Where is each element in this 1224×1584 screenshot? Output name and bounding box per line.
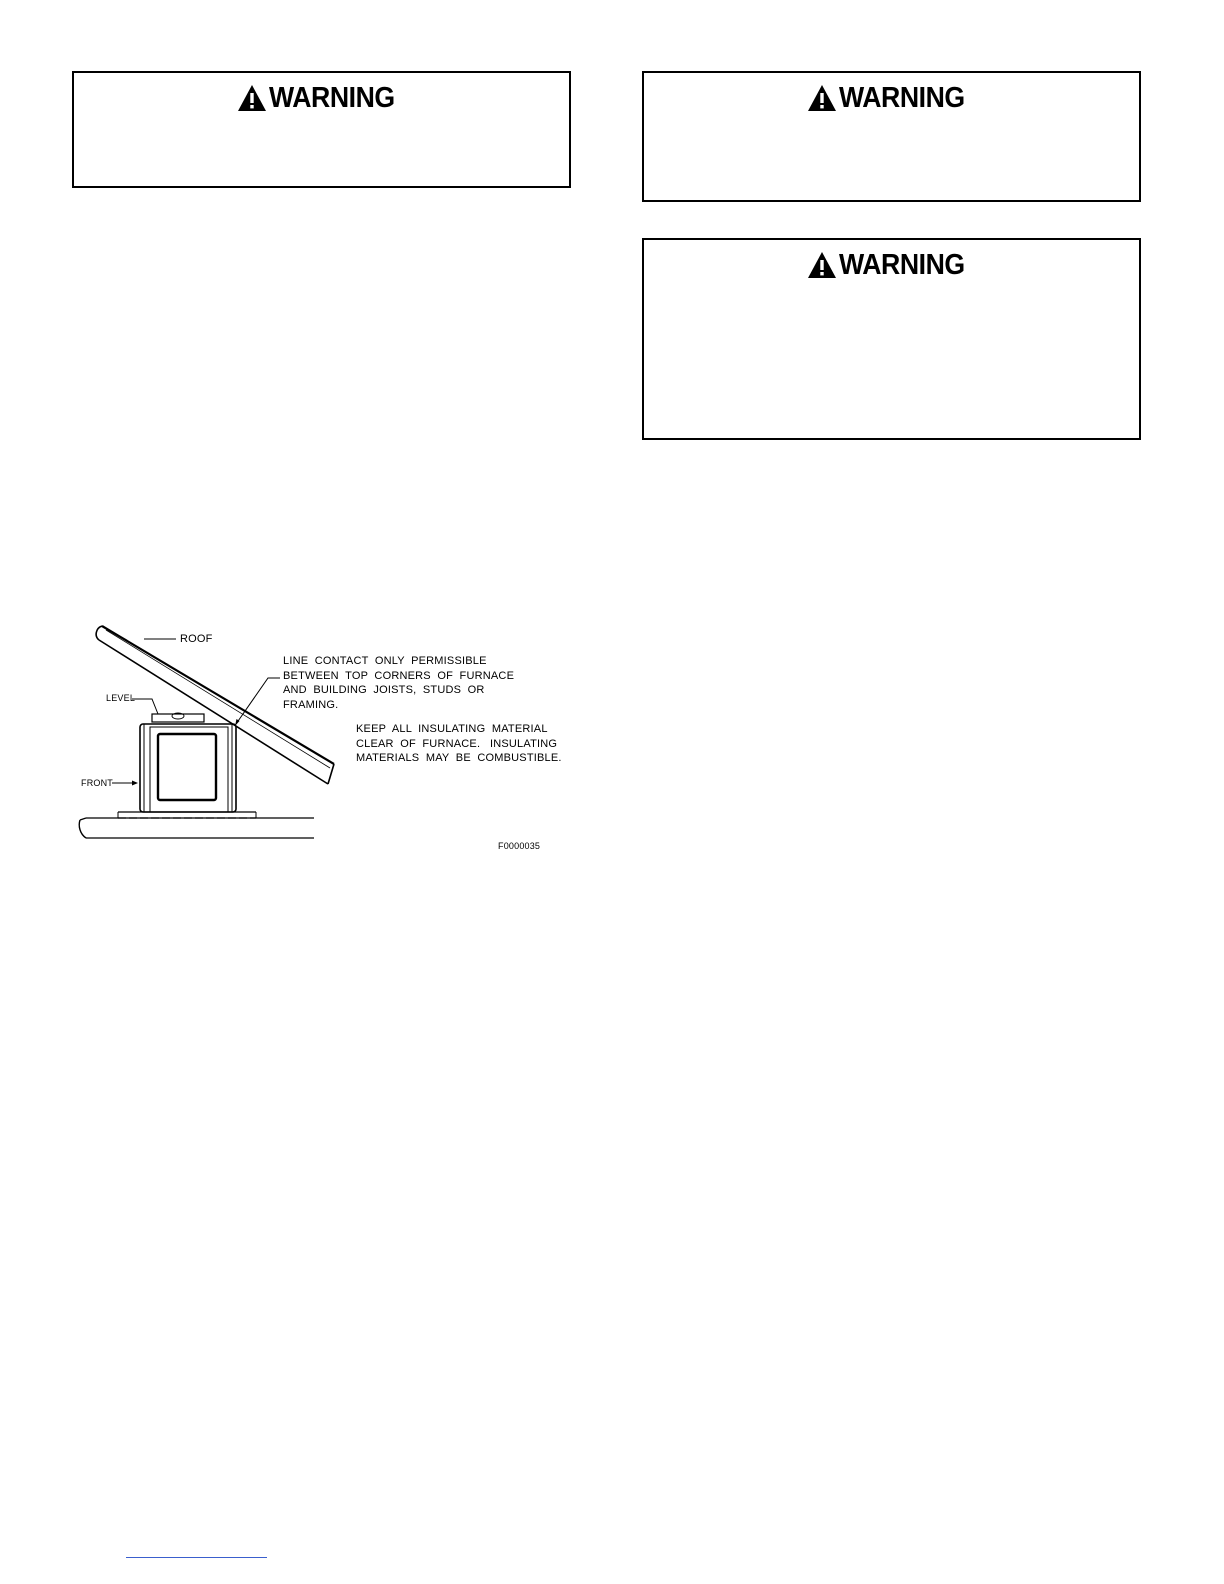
warning-box-right-top (642, 71, 1141, 202)
roof-label: ROOF (180, 633, 213, 645)
line-contact-note: LINE CONTACT ONLY PERMISSIBLE BETWEEN TOP CORNERS OF FURNACE AND BUILDING JOISTS, STUDS OR FRAMING. (283, 655, 515, 711)
warning-triangle-icon (807, 84, 837, 112)
level-label: LEVEL (106, 693, 136, 703)
furnace-attic-figure (72, 612, 572, 862)
leader-lines (112, 639, 280, 783)
figure-id: F0000035 (498, 841, 541, 851)
warning-box-left (72, 71, 571, 188)
insulation-note: KEEP ALL INSULATING MATERIAL CLEAR OF FURNACE. INSULATING MATERIALS MAY BE COMBUSTIBLE. (356, 723, 562, 764)
warning-header (644, 248, 1139, 282)
warning-box-right-bottom (642, 238, 1141, 440)
warning-triangle-icon (807, 251, 837, 279)
warning-title: WARNING (839, 82, 965, 114)
front-label: FRONT (81, 778, 113, 788)
level-tool (152, 713, 204, 722)
warning-triangle-icon (237, 84, 267, 112)
floor-joist (79, 812, 314, 838)
warning-title: WARNING (839, 249, 965, 281)
furnace-body (140, 724, 236, 812)
warning-header (74, 81, 569, 115)
front-arrowhead (132, 781, 138, 786)
footer-link-underline[interactable] (126, 1557, 267, 1558)
warning-title: WARNING (269, 82, 395, 114)
warning-header (644, 81, 1139, 115)
